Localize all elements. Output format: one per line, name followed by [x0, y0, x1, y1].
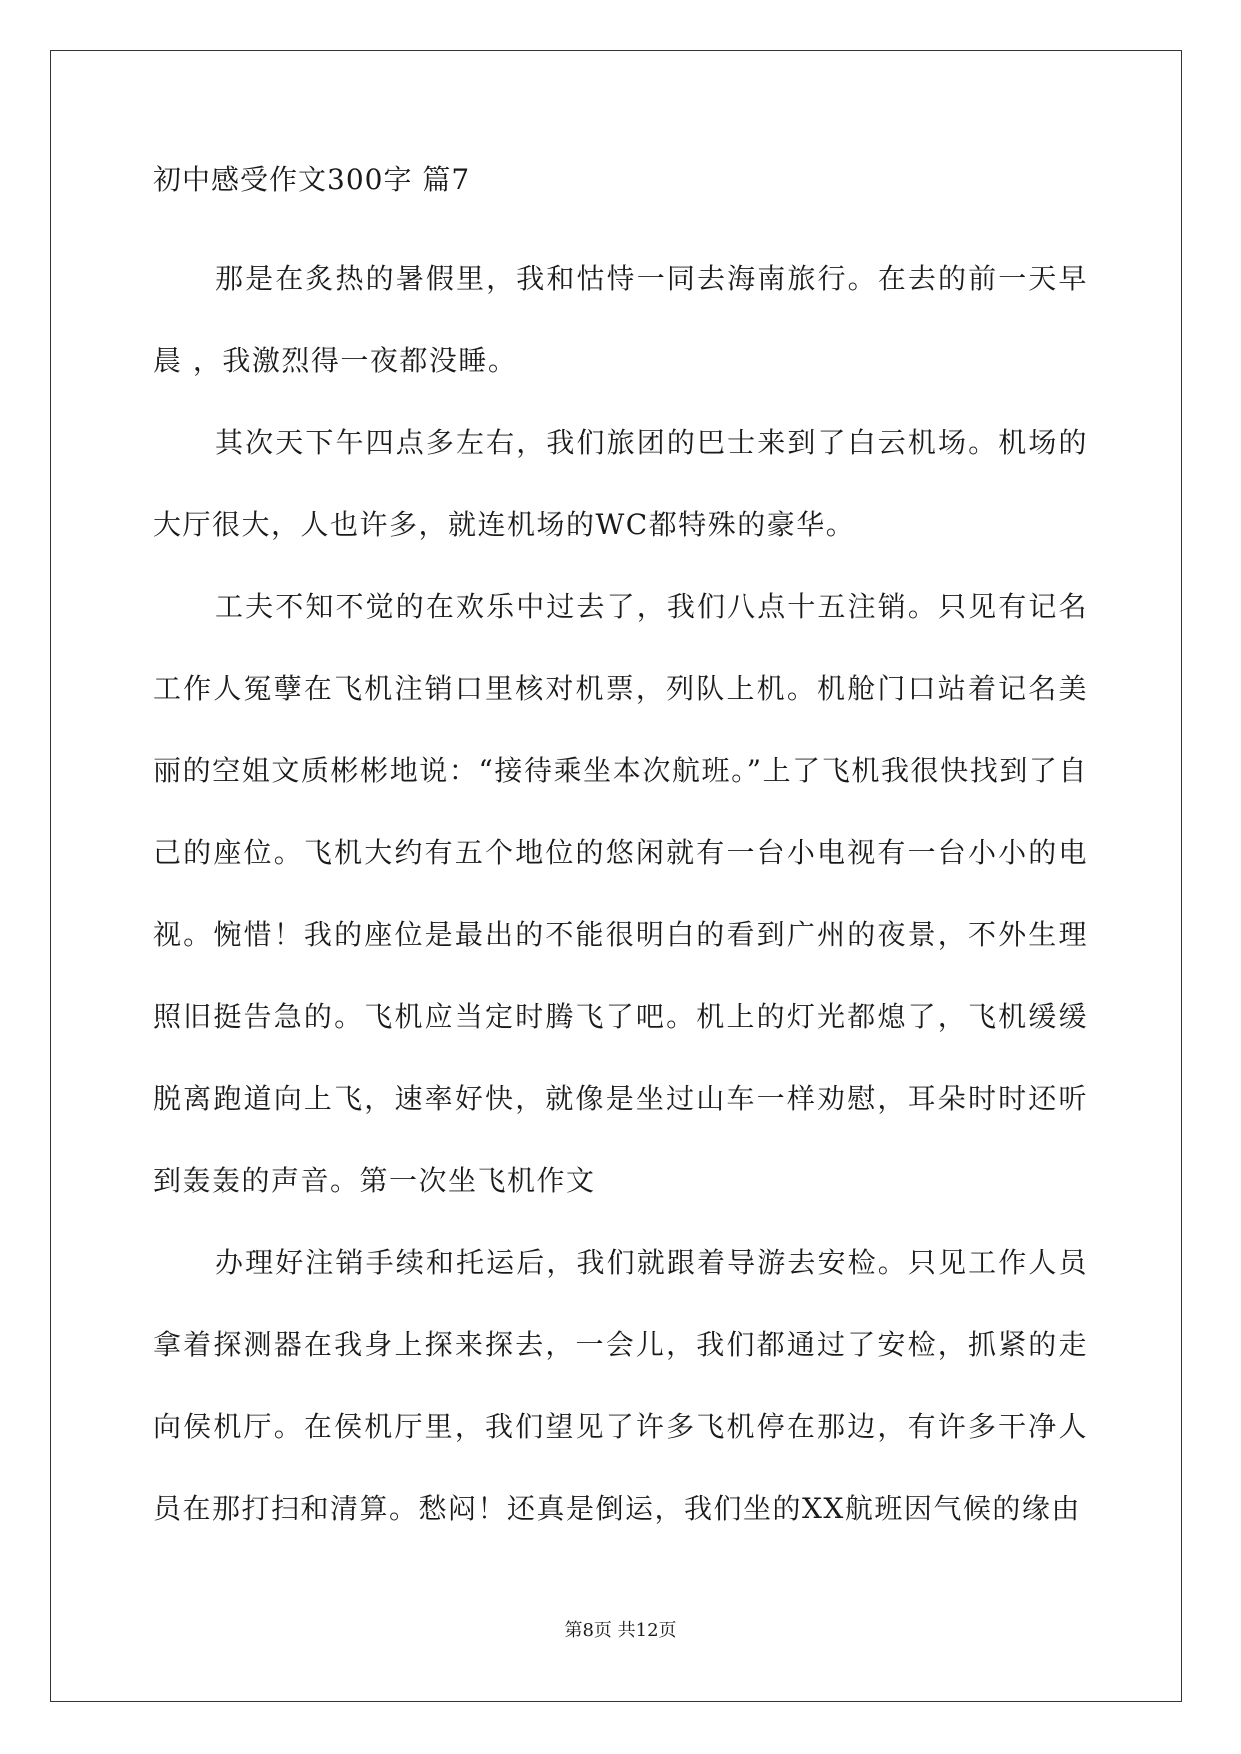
paragraph-4: 办理好注销手续和托运后，我们就跟着导游去安检。只见工作人员拿着探测器在我身上探来探去，一会儿，我们都通过了安检，抓紧的走向侯机厅。在侯机厅里，我们望见了许多飞机停在那边，有许多干净人员在那打扫和清算。愁闷！还真是倒运，我们坐的XX航班因气候的缘由: [153, 1246, 1088, 1525]
paragraph-1: 那是在炙热的暑假里，我和怙恃一同去海南旅行。在去的前一天早晨 ，我激烈得一夜都没睡。: [153, 262, 1088, 377]
document-body: [153, 160, 1088, 1550]
page-number-footer: 第8页 共12页: [564, 1620, 677, 1641]
paragraph-2: 其次天下午四点多左右，我们旅团的巴士来到了白云机场。机场的大厅很大，人也许多，就连机场的WC都特殊的豪华。: [153, 426, 1088, 541]
document-title: 初中感受作文300字 篇7: [153, 163, 471, 196]
paragraph-3: 工夫不知不觉的在欢乐中过去了，我们八点十五注销。只见有记名工作人冤孽在飞机注销口里核对机票，列队上机。机舱门口站着记名美丽的空姐文质彬彬地说：“接待乘坐本次航班。”上了飞机我很快找到了自己的座位。飞机大约有五个地位的悠闲就有一台小电视有一台小小的电视。惋惜！我的座位是最出的不能很明白的看到广州的夜景，不外生理照旧挺告急的。飞机应当定时腾飞了吧。机上的灯光都熄了，飞机缓缓脱离跑道向上飞，速率好快，就像是坐过山车一样劝慰，耳朵时时还听到轰轰的声音。第一次坐飞机作文: [153, 590, 1088, 1197]
